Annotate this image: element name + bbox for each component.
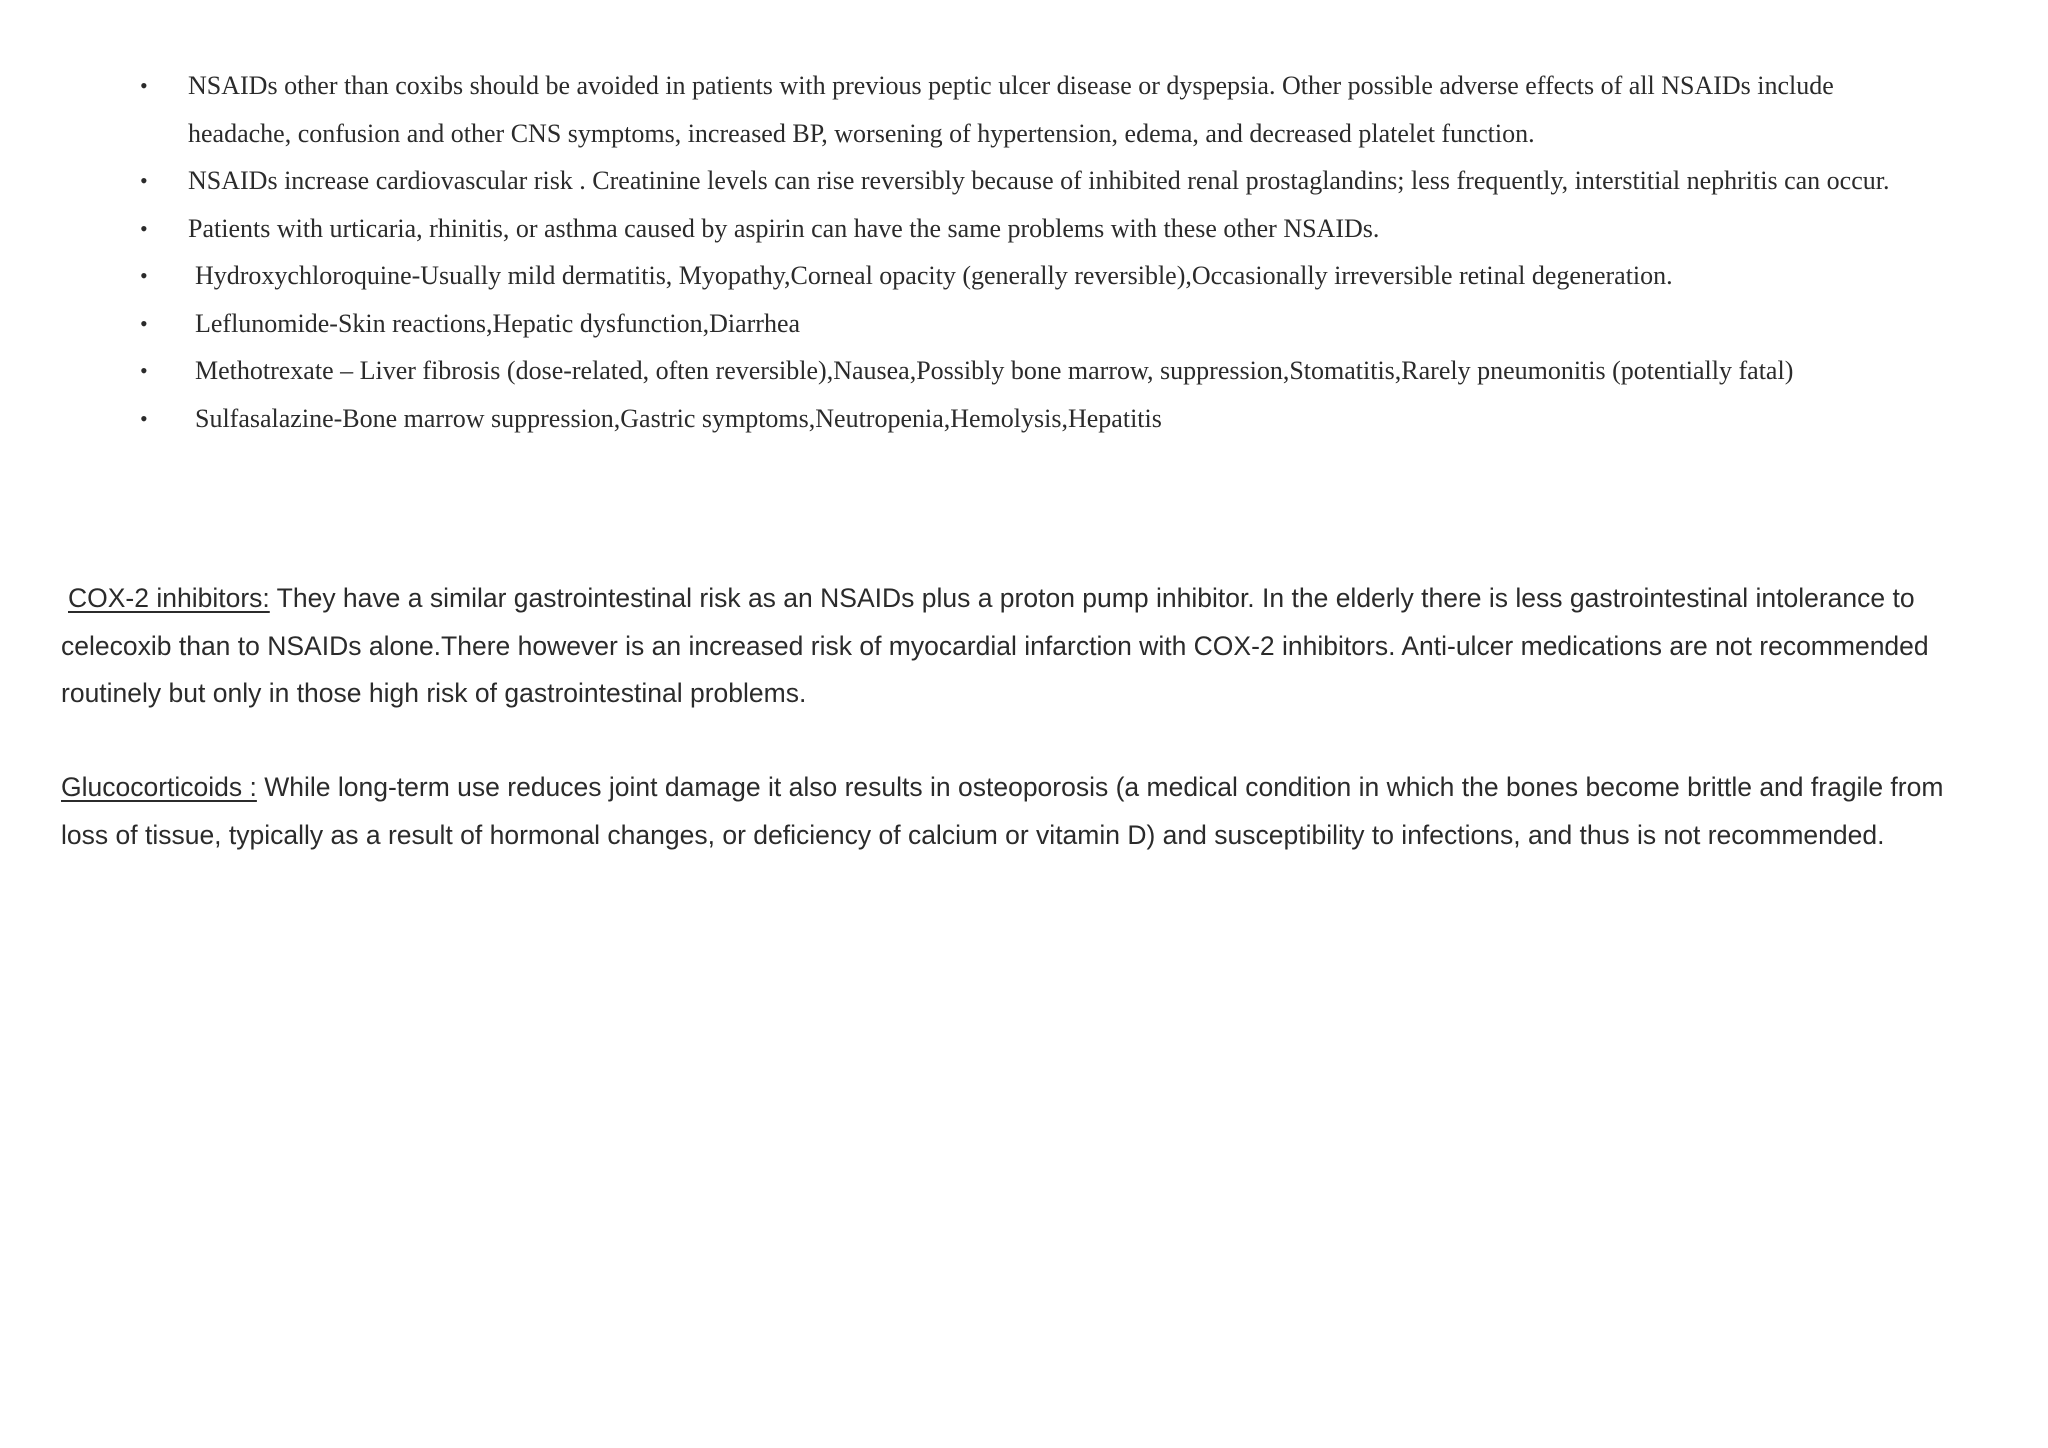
bullet-text-aspirin-sensitivity: Patients with urticaria, rhinitis, or asthma caused by aspirin can have the same problems with these other NSAIDs.: [188, 213, 1380, 243]
bullet-text-methotrexate: Methotrexate – Liver fibrosis (dose-related, often reversible),Nausea,Possibly bone marrow, suppression,Stomatitis,Rarely pneumonitis (potentially fatal): [195, 356, 1794, 385]
cox2-paragraph: [61, 575, 1946, 718]
list-item: [140, 300, 1940, 348]
list-item: [140, 347, 1940, 395]
list-item: [140, 205, 1940, 253]
bullet-text-hydroxychloroquine: Hydroxychloroquine-Usually mild dermatitis, Myopathy,Corneal opacity (generally reversible),Occasionally irreversible retinal degeneration.: [195, 261, 1673, 290]
adverse-effects-list: [140, 62, 1940, 442]
bullet-text-sulfasalazine: Sulfasalazine-Bone marrow suppression,Gastric symptoms,Neutropenia,Hemolysis,Hepatitis: [195, 403, 1162, 433]
bullet-text-nsaids-cardio: NSAIDs increase cardiovascular risk . Creatinine levels can rise reversibly because of inhibited renal prostaglandins; less frequently, interstitial nephritis can occur.: [188, 166, 1890, 195]
cox2-body: They have a similar gastrointestinal risk as an NSAIDs plus a proton pump inhibitor. In the elderly there is less gastrointestinal intolerance to celecoxib than to NSAIDs alone.There however is an increased risk of myocardial infarction with COX-2 inhibitors. Anti-ulcer medications are not recommended routinely but only in those high risk of gastrointestinal problems.: [61, 583, 1929, 708]
list-item: [140, 62, 1940, 157]
glucocorticoids-paragraph: [61, 764, 1946, 859]
cox2-heading: COX-2 inhibitors:: [68, 583, 270, 613]
glucocorticoids-body: While long-term use reduces joint damage it also results in osteoporosis (a medical condition in which the bones become brittle and fragile from loss of tissue, typically as a result of hormonal changes, or deficiency of calcium or vitamin D) and susceptibility to infections, and thus is not recommended.: [61, 772, 1944, 850]
bullet-text-leflunomide: Leflunomide-Skin reactions,Hepatic dysfunction,Diarrhea: [195, 308, 801, 338]
bullet-text-nsaids-gi: NSAIDs other than coxibs should be avoided in patients with previous peptic ulcer disease or dyspepsia. Other possible adverse effects of all NSAIDs include headache, confusion and other CNS symptoms, increased BP, worsening of hypertension, edema, and decreased platelet function.: [188, 71, 1834, 148]
glucocorticoids-heading: Glucocorticoids :: [61, 772, 257, 802]
list-item: [140, 252, 1940, 300]
list-item: [140, 395, 1940, 443]
list-item: [140, 157, 1940, 205]
